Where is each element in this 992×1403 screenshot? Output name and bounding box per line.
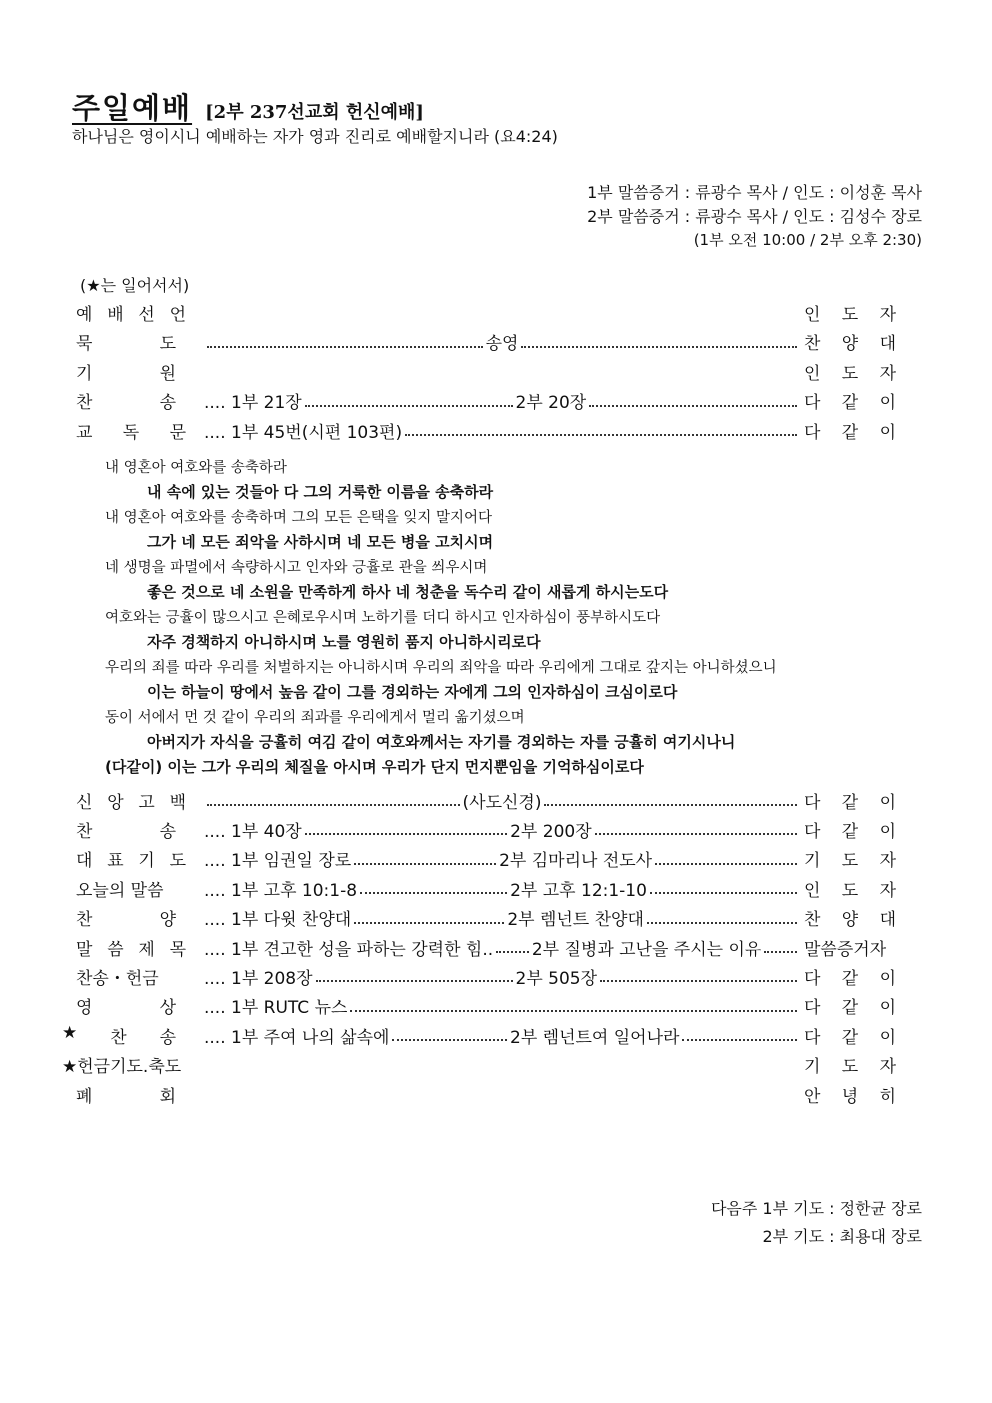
item-role-char: 대 xyxy=(879,334,896,354)
item-part2: 2부 고후 12:1-10 xyxy=(510,880,647,901)
item-name xyxy=(62,1082,186,1107)
item-name-char: 양 xyxy=(159,910,176,931)
item-role-char: 다 xyxy=(804,998,821,1019)
next-week-prayer-1: 다음주 1부 기도 : 정한균 장로 xyxy=(710,1199,922,1218)
order-top-row xyxy=(62,389,896,413)
item-role xyxy=(800,846,896,871)
item-role-char: 자 xyxy=(879,363,896,384)
page-title: 주일예배 xyxy=(72,91,193,125)
item-detail xyxy=(186,935,800,960)
item-name-char: 표 xyxy=(107,851,124,872)
order-top-row xyxy=(62,359,896,383)
item-role xyxy=(800,817,896,842)
item-center-text: 송영 xyxy=(485,334,519,354)
item-name xyxy=(62,418,186,443)
order-bottom-row xyxy=(62,1082,896,1106)
item-name xyxy=(62,329,186,354)
item-role-char: 같 xyxy=(841,792,859,813)
item-role-char: 자 xyxy=(879,880,896,901)
item-role-char: 다 xyxy=(804,821,821,842)
theme-verse: 하나님은 영이시니 예배하는 자가 영과 진리로 예배할지니라 (요4:24) xyxy=(72,127,558,146)
reading-line-congregation: (다같이) 이는 그가 우리의 체질을 아시며 우리가 단지 먼지뿐임을 기억하심이로다 xyxy=(105,758,644,776)
item-role xyxy=(800,964,896,989)
item-role xyxy=(800,388,896,413)
item-name-char: 문 xyxy=(169,422,186,443)
reading-line-leader: 내 영혼아 여호와를 송축하며 그의 모든 은택을 잊지 말지어다 xyxy=(105,510,493,526)
reading-line-leader: 여호와는 긍휼이 많으시고 은혜로우시며 노하기를 더디 하시고 인자하심이 풍부하시도다 xyxy=(105,610,661,626)
item-part2: 2부 200장 xyxy=(510,821,592,842)
leader-dots xyxy=(600,980,797,982)
item-role xyxy=(800,418,896,443)
item-role-char: 인 xyxy=(804,363,821,384)
order-bottom-row xyxy=(62,876,896,900)
item-role-char: 도 xyxy=(841,880,859,901)
item-role-char: 같 xyxy=(841,422,859,443)
item-name-char: 송 xyxy=(159,393,176,413)
reading-line-leader: 동이 서에서 먼 것 같이 우리의 죄과를 우리에게서 멀리 옮기셨으며 xyxy=(105,710,525,726)
item-name-char: 제 xyxy=(138,939,155,960)
item-name xyxy=(62,1052,212,1077)
leader-dots xyxy=(544,804,797,806)
leader-dots xyxy=(305,833,507,835)
item-role-char: 기 xyxy=(804,851,821,872)
item-name-char: 상 xyxy=(159,998,176,1019)
item-name-char: 독 xyxy=(122,422,140,443)
item-role xyxy=(800,1052,896,1077)
reading-line-congregation: 그가 네 모든 죄악을 사하시며 네 모든 병을 고치시며 xyxy=(147,533,494,551)
reading-line-congregation: 내 속에 있는 것들아 다 그의 거룩한 이름을 송축하라 xyxy=(147,483,494,501)
order-top-row xyxy=(62,330,896,354)
item-role-char: 대 xyxy=(879,910,896,931)
item-name xyxy=(62,964,186,989)
item-name-char: 원 xyxy=(159,363,176,384)
reading-line-leader: 네 생명을 파멸에서 속량하시고 인자와 긍휼로 관을 씌우시며 xyxy=(105,560,488,576)
reading-line-congregation: 이는 하늘이 땅에서 높음 같이 그를 경외하는 자에게 그의 인자하심이 크심이로다 xyxy=(147,683,678,701)
item-role xyxy=(800,876,896,901)
order-bottom-row xyxy=(62,935,896,959)
item-role-char: 자 xyxy=(879,851,896,872)
item-name-char: 영 xyxy=(76,998,93,1019)
item-role-char: 다 xyxy=(804,393,821,413)
item-part1: .... 1부 40장 xyxy=(204,821,302,842)
item-center-text: (사도신경) xyxy=(462,792,542,813)
item-detail xyxy=(186,388,800,413)
preacher-info-1: 1부 말씀증거 : 류광수 목사 / 인도 : 이성훈 목사 xyxy=(587,183,922,202)
item-role-char: 도 xyxy=(841,304,859,325)
item-name-char: 묵 xyxy=(76,334,93,354)
reading-line-congregation: 자주 경책하지 아니하시며 노를 영원히 품지 아니하시리로다 xyxy=(147,633,541,651)
item-detail xyxy=(186,329,800,354)
leader-dots xyxy=(207,804,460,806)
item-part1: .... 1부 21장 xyxy=(204,393,302,413)
leader-dots xyxy=(650,892,797,894)
item-role xyxy=(800,1023,896,1048)
leader-dots xyxy=(360,892,507,894)
leader-dots xyxy=(305,405,513,407)
item-role xyxy=(800,329,896,354)
item-detail xyxy=(186,418,800,443)
item-detail xyxy=(186,876,800,901)
item-role-char: 이 xyxy=(879,998,896,1019)
item-role-char: 이 xyxy=(879,792,896,813)
item-name-text: 찬송・헌금 xyxy=(76,968,159,989)
item-name xyxy=(62,876,186,901)
leader-dots xyxy=(764,951,797,953)
order-bottom-row xyxy=(62,788,896,812)
item-name-char: 예 xyxy=(76,304,93,325)
leader-dots xyxy=(589,405,797,407)
order-bottom-row xyxy=(62,1023,896,1047)
item-name xyxy=(62,359,186,384)
item-role xyxy=(800,300,896,325)
order-top-row xyxy=(62,418,896,442)
item-name xyxy=(62,846,186,871)
leader-dots xyxy=(595,833,797,835)
item-role-char: 다 xyxy=(804,422,821,443)
reading-line-leader: 내 영혼아 여호와를 송축하라 xyxy=(105,460,287,476)
leader-dots xyxy=(647,922,797,924)
item-role xyxy=(800,788,896,813)
item-name-char: ★ xyxy=(62,1022,78,1043)
item-name-char: 송 xyxy=(159,821,176,842)
item-role-char: 안 xyxy=(804,1086,821,1107)
page-subtitle: [2부 237선교회 헌신예배] xyxy=(205,102,424,123)
item-part2: 2부 질병과 고난을 주시는 이유 xyxy=(531,939,762,960)
item-role-char: 이 xyxy=(879,821,896,842)
item-role-char: 이 xyxy=(879,422,896,443)
item-detail xyxy=(186,846,800,871)
item-detail xyxy=(186,370,800,372)
item-part1: .... 1부 견고한 성을 파하는 강력한 힘.. xyxy=(204,939,494,960)
item-detail xyxy=(186,817,800,842)
order-bottom-row xyxy=(62,906,896,930)
leader-dots xyxy=(350,1010,797,1012)
item-role-char: 양 xyxy=(841,334,859,354)
item-detail xyxy=(186,311,800,313)
item-role-char: 같 xyxy=(841,821,859,842)
item-role xyxy=(800,993,896,1018)
item-name xyxy=(62,788,186,813)
leader-dots xyxy=(655,863,797,865)
item-role-char: 다 xyxy=(804,968,821,989)
item-detail xyxy=(186,1023,800,1048)
item-name-char: 회 xyxy=(159,1086,176,1107)
item-name-char: 찬 xyxy=(76,393,93,413)
item-name xyxy=(62,905,186,930)
item-part2: 2부 김마리나 전도사 xyxy=(499,851,653,872)
item-role-char: 인 xyxy=(804,880,821,901)
item-role-char: 이 xyxy=(879,393,896,413)
item-name-char: 기 xyxy=(138,851,155,872)
reading-line-leader: 우리의 죄를 따라 우리를 처벌하지는 아니하시며 우리의 죄악을 따라 우리에게 그대로 갚지는 아니하셨으니 xyxy=(105,660,777,676)
item-role-char: 이 xyxy=(879,1027,896,1048)
item-name-char: 찬 xyxy=(110,1027,127,1048)
item-name-char: 송 xyxy=(159,1027,176,1048)
order-bottom-row xyxy=(62,994,896,1018)
item-name-char: 기 xyxy=(76,363,93,384)
order-top-row xyxy=(62,300,896,324)
item-part2: 2부 20장 xyxy=(515,393,587,413)
item-detail xyxy=(212,1064,800,1066)
item-name xyxy=(62,1023,186,1048)
item-name xyxy=(62,935,186,960)
item-name-text: 오늘의 말씀 xyxy=(76,880,164,901)
item-role-char: 다 xyxy=(804,1027,821,1048)
next-week-prayer-2: 2부 기도 : 최용대 장로 xyxy=(762,1227,922,1246)
leader-dots xyxy=(354,863,496,865)
item-name-char: 찬 xyxy=(76,910,93,931)
item-part1: .... 1부 RUTC 뉴스 xyxy=(204,998,348,1019)
item-name-char: 앙 xyxy=(107,792,124,813)
item-name-char: 고 xyxy=(138,792,155,813)
item-detail xyxy=(186,964,800,989)
item-role-char: 다 xyxy=(804,792,821,813)
leader-dots xyxy=(316,980,513,982)
item-part1: .... 1부 208장 xyxy=(204,968,313,989)
item-role-char: 도 xyxy=(841,1057,859,1078)
item-role-char: 같 xyxy=(841,968,859,989)
item-role xyxy=(800,905,896,930)
item-part1: .... 1부 고후 10:1-8 xyxy=(204,880,358,901)
item-name-char: 폐 xyxy=(76,1086,93,1107)
leader-dots xyxy=(392,1039,507,1041)
item-name-char: 도 xyxy=(159,334,176,354)
service-times: (1부 오전 10:00 / 2부 오후 2:30) xyxy=(693,231,922,249)
order-bottom-row xyxy=(62,847,896,871)
item-role-char: 도 xyxy=(841,851,859,872)
item-role-char: 같 xyxy=(841,998,859,1019)
order-bottom-row xyxy=(62,964,896,988)
item-part1: .... 1부 임권일 장로 xyxy=(204,851,352,872)
item-part2: 2부 렘넌트여 일어나라 xyxy=(510,1027,680,1048)
item-name-char: 대 xyxy=(76,851,93,872)
item-name-char: 신 xyxy=(76,792,93,813)
leader-dots xyxy=(207,346,483,348)
item-role-text: 말씀증거자 xyxy=(804,939,887,960)
order-bottom-row xyxy=(62,817,896,841)
item-name-char: 언 xyxy=(169,304,186,325)
leader-dots xyxy=(682,1039,797,1041)
item-role xyxy=(800,359,896,384)
leader-dots xyxy=(405,434,797,436)
item-role-char: 이 xyxy=(879,968,896,989)
item-part2: 2부 렘넌트 찬양대 xyxy=(507,910,644,931)
item-name-text: ★헌금기도.축도 xyxy=(62,1057,182,1078)
item-part1: .... 1부 45번(시편 103편) xyxy=(204,422,403,443)
item-role-char: 도 xyxy=(841,363,859,384)
item-name-char: 씀 xyxy=(107,939,124,960)
item-name xyxy=(62,817,186,842)
item-name-char: 도 xyxy=(169,851,186,872)
item-name xyxy=(62,388,186,413)
item-role xyxy=(800,935,896,960)
title-row xyxy=(72,86,424,127)
item-part1: .... 1부 다윗 찬양대 xyxy=(204,910,352,931)
item-role-char: 같 xyxy=(841,393,859,413)
item-role-char: 녕 xyxy=(841,1086,859,1107)
item-role-char: 기 xyxy=(804,1057,821,1078)
item-name xyxy=(62,993,186,1018)
item-detail xyxy=(186,993,800,1018)
item-role-char: 히 xyxy=(879,1086,896,1107)
item-role xyxy=(800,1082,896,1107)
item-role-char: 같 xyxy=(841,1027,859,1048)
leader-dots xyxy=(521,346,797,348)
item-name-char: 백 xyxy=(169,792,186,813)
reading-line-congregation: 아버지가 자식을 긍휼히 여김 같이 여호와께서는 자기를 경외하는 자를 긍휼히 여기시나니 xyxy=(147,733,736,751)
standing-note: (★는 일어서서) xyxy=(80,276,190,295)
item-name-char: 배 xyxy=(107,304,124,325)
item-role-char: 양 xyxy=(841,910,859,931)
item-name-char: 말 xyxy=(76,939,93,960)
item-name-char: 찬 xyxy=(76,821,93,842)
item-part2: 2부 505장 xyxy=(515,968,598,989)
item-role-char: 찬 xyxy=(804,910,821,931)
leader-dots xyxy=(496,951,529,953)
item-name-char: 교 xyxy=(76,422,93,443)
order-bottom-row xyxy=(62,1053,896,1077)
reading-line-congregation: 좋은 것으로 네 소원을 만족하게 하사 네 청춘을 독수리 같이 새롭게 하시는도다 xyxy=(147,583,669,601)
item-detail xyxy=(186,1093,800,1095)
item-role-char: 자 xyxy=(879,304,896,325)
item-name xyxy=(62,300,186,325)
item-detail xyxy=(186,905,800,930)
item-role-char: 자 xyxy=(879,1057,896,1078)
item-role-char: 찬 xyxy=(804,334,821,354)
item-part1: .... 1부 주여 나의 삶속에 xyxy=(204,1027,390,1048)
leader-dots xyxy=(354,922,504,924)
item-name-char: 선 xyxy=(138,304,155,325)
item-role-char: 인 xyxy=(804,304,821,325)
preacher-info-2: 2부 말씀증거 : 류광수 목사 / 인도 : 김성수 장로 xyxy=(587,207,922,226)
item-name-char: 목 xyxy=(169,939,186,960)
item-detail xyxy=(186,788,800,813)
